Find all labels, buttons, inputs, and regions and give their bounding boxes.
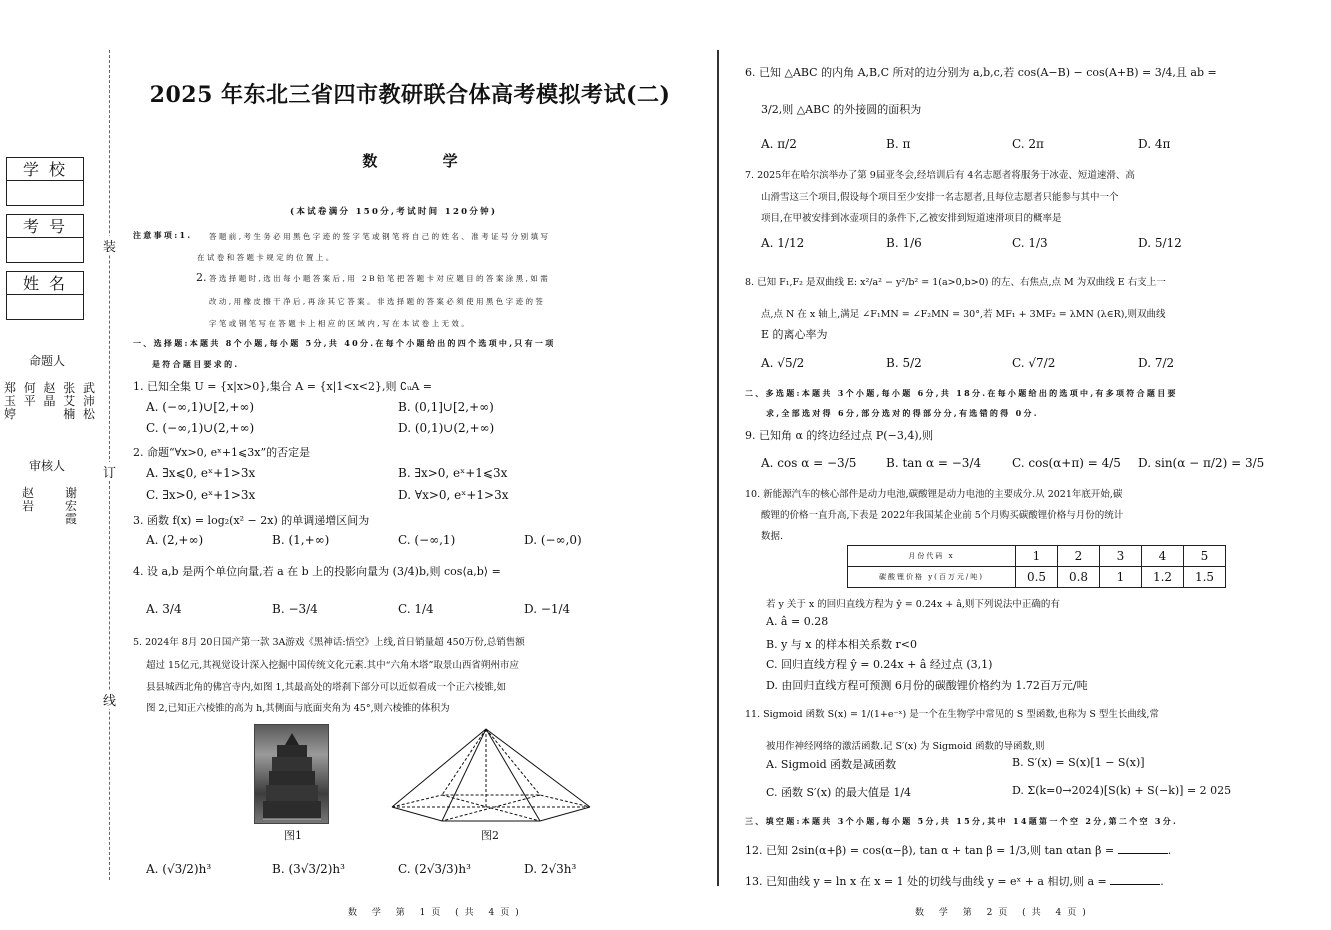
table-cell: 3: [1100, 546, 1142, 567]
author: 武沛松: [83, 381, 96, 421]
q5-option-b[interactable]: B. (3√3/2)h³: [272, 862, 345, 876]
section-three-heading: 三、填空题:本题共 3个小题,每小题 5分,共 15分,其中 14题第一个空 2分,第二个空 3分.: [745, 816, 1179, 826]
q8-option-c[interactable]: C. √7/2: [1012, 356, 1056, 370]
question-6-line-2: 3/2,则 △ABC 的外接圆的面积为: [761, 103, 922, 116]
q3-option-d[interactable]: D. (−∞,0): [524, 533, 582, 547]
q1-option-b[interactable]: B. (0,1]∪[2,+∞): [398, 400, 494, 414]
lithium-price-table: [847, 545, 1226, 588]
section-one-heading: 一、选择题:本题共 8个小题,每小题 5分,共 40分.在每个小题给出的四个选项中,只有一项: [133, 338, 556, 348]
question-13: 13. 已知曲线 y = ln x 在 x = 1 处的切线与曲线 y = eˣ + a 相切,则 a = .: [745, 875, 1164, 888]
question-5-line-4: 图 2,已知正六棱锥的高为 h,其侧面与底面夹角为 45°,则六棱锥的体积为: [146, 703, 450, 714]
question-1-stem: 1. 已知全集 U = {x|x>0},集合 A = {x|1<x<2},则 ∁ᵤA =: [133, 380, 433, 393]
note-2a: 答选择题时,选出每小题答案后,用 2B铅笔把答题卡对应题目的答案涂黑,如需: [209, 274, 551, 283]
q10-option-b[interactable]: B. y 与 x 的样本相关系数 r<0: [766, 638, 917, 651]
q3-option-b[interactable]: B. (1,+∞): [272, 533, 330, 547]
question-10-stem: 若 y 关于 x 的回归直线方程为 ŷ = 0.24x + â,则下列说法中正确的有: [766, 599, 1060, 610]
table-cell: 0.5: [1016, 567, 1058, 588]
figure-2-caption: 图2: [481, 829, 499, 842]
table-row: [848, 567, 1226, 588]
q9-option-b[interactable]: B. tan α = −3/4: [886, 456, 982, 470]
subject-title: 数 学: [362, 152, 488, 170]
pagoda-photo: [254, 724, 329, 824]
q4-option-a[interactable]: A. 3/4: [146, 602, 182, 616]
table-cell: 1.5: [1184, 567, 1226, 588]
section-two-heading: 二、多选题:本题共 3个小题,每小题 6分,共 18分.在每小题给出的选项中,有多项符合题目要: [745, 388, 1178, 398]
question-5-line-1: 5. 2024年 8月 20日国产第一款 3A游戏《黑神话:悟空》上线,首日销量超 450万份,总销售额: [133, 637, 525, 648]
q2-option-b[interactable]: B. ∃x>0, eˣ+1⩽3x: [398, 466, 508, 480]
q2-option-c[interactable]: C. ∃x>0, eˣ+1>3x: [146, 488, 256, 502]
note-2b: 改动,用橡皮擦干净后,再涂其它答案。非选择题的答案必须使用黑色字迹的签: [209, 297, 546, 306]
question-8-line-2: 点,点 N 在 x 轴上,满足 ∠F₁MN = ∠F₂MN = 30°,若 MF₁ + 3MF₂ = λMN (λ∈R),则双曲线: [761, 309, 1166, 320]
page-footer-left: 数 学 第 1页 (共 4页): [348, 908, 525, 918]
q11-option-c[interactable]: C. 函数 S′(x) 的最大值是 1/4: [766, 786, 912, 799]
question-7-line-2: 山滑雪这三个项目,假设每个项目至少安排一名志愿者,且每位志愿者只能参与其中一个: [761, 192, 1119, 203]
table-header-cell: 碳酸锂价格 y(百万元/吨): [848, 567, 1016, 588]
question-7-line-3: 项目,在甲被安排到冰壶项目的条件下,乙被安排到短道速滑项目的概率是: [761, 213, 1062, 224]
authors-list: [4, 382, 94, 421]
note-1a: 答题前,考生务必用黑色字迹的签字笔或钢笔将自己的姓名、准考证号分别填写: [209, 232, 551, 241]
notes-heading: 注意事项:1.: [133, 230, 193, 240]
exam-number-box[interactable]: [6, 214, 84, 263]
q5-option-d[interactable]: D. 2√3h³: [524, 862, 577, 876]
reviewers-heading: 审核人: [28, 459, 65, 473]
q1-option-c[interactable]: C. (−∞,1)∪(2,+∞): [146, 421, 255, 435]
answer-blank[interactable]: [1118, 844, 1168, 854]
author: 郑玉婷: [4, 381, 17, 421]
question-9-stem: 9. 已知角 α 的终边经过点 P(−3,4),则: [745, 429, 934, 442]
q8-option-d[interactable]: D. 7/2: [1138, 356, 1175, 370]
table-cell: 4: [1142, 546, 1184, 567]
table-cell: 5: [1184, 546, 1226, 567]
table-header-cell: 月份代码 x: [848, 546, 1016, 567]
name-box[interactable]: [6, 271, 84, 320]
q6-option-c[interactable]: C. 2π: [1012, 137, 1044, 151]
author: 张艾楠: [63, 381, 76, 421]
question-8-line-1: 8. 已知 F₁,F₂ 是双曲线 E: x²/a² − y²/b² = 1(a>0,b>0) 的左、右焦点,点 M 为双曲线 E 右支上一: [745, 277, 1166, 288]
answer-blank[interactable]: [1110, 875, 1160, 885]
q5-option-a[interactable]: A. (√3/2)h³: [146, 862, 212, 876]
note-2-num: 2.: [196, 271, 207, 284]
author: 何平: [23, 381, 36, 408]
q7-option-d[interactable]: D. 5/12: [1138, 236, 1182, 250]
page-footer-right: 数 学 第 2页 (共 4页): [915, 908, 1092, 918]
q9-option-a[interactable]: A. cos α = −3/5: [761, 456, 857, 470]
question-2-stem: 2. 命题“∀x>0, eˣ+1⩽3x”的否定是: [133, 446, 311, 459]
question-13-text: 13. 已知曲线 y = ln x 在 x = 1 处的切线与曲线 y = eˣ + a 相切,则 a =: [745, 875, 1107, 888]
question-7-line-1: 7. 2025年在哈尔滨举办了第 9届亚冬会,经培训后有 4名志愿者将服务于冰壶、短道速滑、高: [745, 170, 1135, 181]
table-cell: 1: [1100, 567, 1142, 588]
question-10-line-2: 酸锂的价格一直升高,下表是 2022年我国某企业前 5个月购买碳酸锂价格与月份的统计: [761, 510, 1124, 521]
question-5-line-2: 超过 15亿元,其视觉设计深入挖掘中国传统文化元素.其中“六角木塔”取景山西省朔州市应: [146, 660, 519, 671]
table-row: [848, 546, 1226, 567]
table-cell: 1.2: [1142, 567, 1184, 588]
q7-option-b[interactable]: B. 1/6: [886, 236, 922, 250]
question-6-line-1: 6. 已知 △ABC 的内角 A,B,C 所对的边分别为 a,b,c,若 cos(A−B) − cos(A+B) = 3/4,且 ab =: [745, 66, 1217, 79]
q2-option-d[interactable]: D. ∀x>0, eˣ+1>3x: [398, 488, 509, 502]
table-cell: 0.8: [1058, 567, 1100, 588]
reviewer: 赵岩: [22, 486, 35, 513]
question-12-text: 12. 已知 2sin(α+β) = cos(α−β), tan α + tan β = 1/3,则 tan αtan β =: [745, 844, 1115, 857]
q4-option-c[interactable]: C. 1/4: [398, 602, 434, 616]
q6-option-a[interactable]: A. π/2: [761, 137, 797, 151]
figure-1-caption: 图1: [284, 829, 302, 842]
section-two-heading-cont: 求,全部选对得 6分,部分选对的得部分分,有选错的得 0分.: [766, 408, 1039, 418]
note-2c: 字笔或钢笔写在答题卡上相应的区域内,写在本试卷上无效。: [209, 319, 472, 328]
q1-option-d[interactable]: D. (0,1)∪(2,+∞): [398, 421, 495, 435]
question-10-line-1: 10. 新能源汽车的核心部件是动力电池,碳酸锂是动力电池的主要成分.从 2021年底开始,碳: [745, 489, 1123, 500]
q6-option-d[interactable]: D. 4π: [1138, 137, 1171, 151]
authors-heading: 命题人: [28, 354, 65, 368]
exam-number-label: 考号: [7, 215, 83, 238]
reviewers-list: [22, 487, 76, 526]
q10-option-d[interactable]: D. 由回归直线方程可预测 6月份的碳酸锂价格约为 1.72百万元/吨: [766, 679, 1088, 692]
section-one-heading-cont: 是符合题目要求的.: [152, 359, 240, 369]
q2-option-a[interactable]: A. ∃x⩽0, eˣ+1>3x: [146, 466, 256, 480]
q11-option-d[interactable]: D. Σ(k=0→2024)[S(k) + S(−k)] = 2 025: [1012, 784, 1232, 797]
question-5-line-3: 县县城西北角的佛宫寺内,如图 1,其最高处的塔刹下部分可以近似看成一个正六棱锥,如: [146, 682, 507, 693]
q4-option-b[interactable]: B. −3/4: [272, 602, 318, 616]
q3-option-c[interactable]: C. (−∞,1): [398, 533, 456, 547]
bind-char: 线: [103, 690, 116, 709]
question-3-stem: 3. 函数 f(x) = log₂(x² − 2x) 的单调递增区间为: [133, 514, 370, 527]
question-8-line-3: E 的离心率为: [761, 328, 828, 341]
question-12: 12. 已知 2sin(α+β) = cos(α−β), tan α + tan β = 1/3,则 tan αtan β = .: [745, 844, 1172, 857]
table-cell: 2: [1058, 546, 1100, 567]
q9-option-d[interactable]: D. sin(α − π/2) = 3/5: [1138, 456, 1265, 470]
name-label: 姓名: [7, 272, 83, 295]
question-11-line-2: 被用作神经网络的激活函数.记 S′(x) 为 Sigmoid 函数的导函数,则: [766, 741, 1045, 752]
q8-option-a[interactable]: A. √5/2: [761, 356, 805, 370]
exam-title: 2025 年东北三省四市教研联合体高考模拟考试(二): [149, 82, 671, 108]
q10-option-c[interactable]: C. 回归直线方程 ŷ = 0.24x + â 经过点 (3,1): [766, 658, 993, 671]
exam-info: (本试卷满分 150分,考试时间 120分钟): [290, 207, 498, 217]
bind-char: 装: [103, 236, 116, 255]
bind-char: 订: [103, 462, 116, 481]
page-divider: [717, 50, 719, 886]
q8-option-b[interactable]: B. 5/2: [886, 356, 922, 370]
q10-option-a[interactable]: A. â = 0.28: [766, 615, 829, 628]
q1-option-a[interactable]: A. (−∞,1)∪[2,+∞): [146, 400, 255, 414]
q7-option-c[interactable]: C. 1/3: [1012, 236, 1048, 250]
question-10-line-3: 数据.: [761, 531, 784, 542]
note-1b: 在试卷和答题卡规定的位置上。: [197, 253, 336, 262]
table-cell: 1: [1016, 546, 1058, 567]
q11-option-b[interactable]: B. S′(x) = S(x)[1 − S(x)]: [1012, 756, 1145, 769]
author: 赵晶: [43, 381, 56, 408]
q3-option-a[interactable]: A. (2,+∞): [146, 533, 204, 547]
question-4-stem: 4. 设 a,b 是两个单位向量,若 a 在 b 上的投影向量为 (3/4)b,则 cos⟨a,b⟩ =: [133, 565, 501, 578]
hexagonal-pyramid-diagram: [390, 725, 595, 825]
q5-option-c[interactable]: C. (2√3/3)h³: [398, 862, 471, 876]
reviewer: 谢宏霞: [65, 486, 78, 526]
school-label: 学校: [7, 158, 83, 181]
q6-option-b[interactable]: B. π: [886, 137, 911, 151]
q4-option-d[interactable]: D. −1/4: [524, 602, 571, 616]
question-11-line-1: 11. Sigmoid 函数 S(x) = 1/(1+e⁻ˣ) 是一个在生物学中常见的 S 型函数,也称为 S 型生长曲线,常: [745, 709, 1159, 720]
q7-option-a[interactable]: A. 1/12: [761, 236, 805, 250]
school-box[interactable]: [6, 157, 84, 206]
q9-option-c[interactable]: C. cos(α+π) = 4/5: [1012, 456, 1121, 470]
q11-option-a[interactable]: A. Sigmoid 函数是减函数: [766, 758, 897, 771]
